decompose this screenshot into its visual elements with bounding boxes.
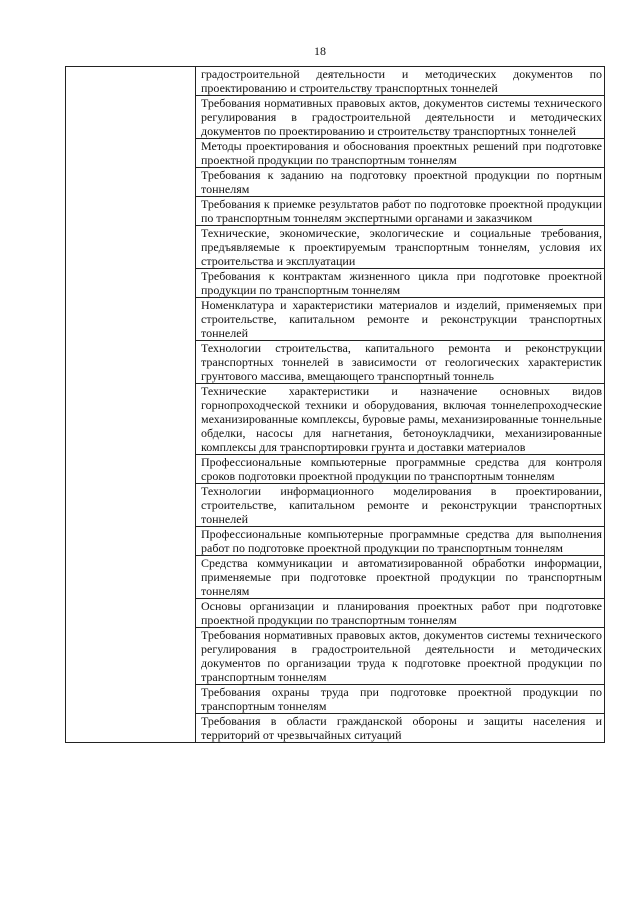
- table-cell: [196, 685, 605, 714]
- requirements-table-body: [66, 67, 605, 743]
- row-text: градостроительной деятельности и методических документов по проектированию и строительству транспортных тоннелей: [201, 67, 602, 95]
- row-text: Требования нормативных правовых актов, документов системы технического регулирования в градостроительной деятельности и методических документов по организации труда к подготовке проектной продукции по транспортным тоннелям: [201, 628, 602, 684]
- row-text: Требования к приемке результатов работ по подготовке проектной продукции по транспортным тоннелям экспертными органами и заказчиком: [201, 197, 602, 225]
- row-text: Средства коммуникации и автоматизированной обработки информации, применяемые при подготовке проектной продукции по транспортным тоннелям: [201, 556, 602, 598]
- table-row: [66, 67, 605, 96]
- row-text: Требования к заданию на подготовку проектной продукции по портным тоннелям: [201, 168, 602, 196]
- table-cell: [196, 714, 605, 743]
- row-text: Профессиональные компьютерные программные средства для выполнения работ по подготовке проектной продукции по транспортным тоннелям: [201, 527, 602, 555]
- row-text: Технические, экономические, экологические и социальные требования, предъявляемые к проектируемым транспортным тоннелям, условия их строительства и эксплуатации: [201, 226, 602, 268]
- table-cell: [196, 455, 605, 484]
- table-cell: [196, 139, 605, 168]
- row-text: Номенклатура и характеристики материалов и изделий, применяемых при строительстве, капитальном ремонте и реконструкции транспортных тоннелей: [201, 298, 602, 340]
- row-text: Технологии информационного моделирования в проектировании, строительстве, капитальном ремонте и реконструкции транспортных тоннелей: [201, 484, 602, 526]
- table-cell: [196, 599, 605, 628]
- page-number: 18: [314, 44, 326, 58]
- row-text: Профессиональные компьютерные программные средства для контроля сроков подготовки проектной продукции по транспортным тоннелям: [201, 455, 602, 483]
- row-text: Требования к контрактам жизненного цикла при подготовке проектной продукции по транспортным тоннелям: [201, 269, 602, 297]
- requirements-table: [65, 66, 605, 743]
- row-text: Технические характеристики и назначение основных видов горнопроходческой техники и оборудования, включая тоннелепроходческие механизированные комплексы, буровые рамы, механизированные тоннельные обделки, насосы для нагнетания, бетоноукладчики, механизированные комплексы для транспортировки грунта и доставки материалов: [201, 384, 602, 454]
- table-cell: [196, 527, 605, 556]
- row-text: Требования нормативных правовых актов, документов системы технического регулирования в градостроительной деятельности и методических документов по проектированию и строительству транспортных тоннелей: [201, 96, 602, 138]
- row-text: Технологии строительства, капитального ремонта и реконструкции транспортных тоннелей в зависимости от геологических характеристик грунтового массива, вмещающего транспортный тоннель: [201, 341, 602, 383]
- table-cell: [196, 628, 605, 685]
- row-text: Основы организации и планирования проектных работ при подготовке проектной продукции по транспортным тоннелям: [201, 599, 602, 627]
- table-cell: [196, 341, 605, 384]
- row-text: Требования в области гражданской обороны и защиты населения и территорий от чрезвычайных ситуаций: [201, 714, 602, 742]
- table-cell: [196, 484, 605, 527]
- table-cell: [196, 269, 605, 298]
- row-text: Методы проектирования и обоснования проектных решений при подготовке проектной продукции по транспортным тоннелям: [201, 139, 602, 167]
- table-cell: [196, 384, 605, 455]
- table-left-cell: [66, 67, 196, 743]
- table-cell: [196, 67, 605, 96]
- table-cell: [196, 298, 605, 341]
- row-text: Требования охраны труда при подготовке проектной продукции по транспортным тоннелям: [201, 685, 602, 713]
- table-cell: [196, 96, 605, 139]
- table-cell: [196, 197, 605, 226]
- table-cell: [196, 168, 605, 197]
- table-cell: [196, 226, 605, 269]
- table-cell: [196, 556, 605, 599]
